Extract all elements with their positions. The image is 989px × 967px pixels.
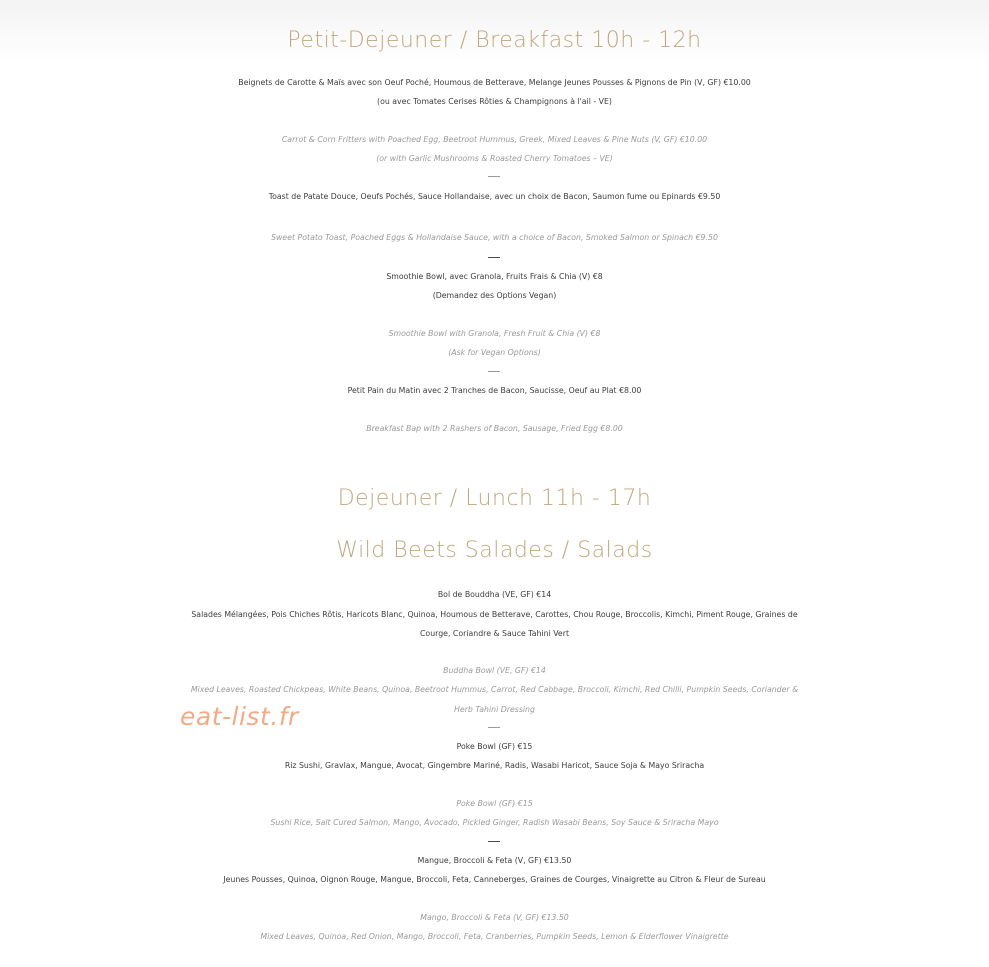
breakfast-item-3-en-line-1: Smoothie Bowl with Granola, Fresh Fruit & Chia (V) €8 bbox=[388, 329, 601, 338]
breakfast-item-3-fr-line-1: Smoothie Bowl, avec Granola, Fruits Frais & Chia (V) €8 bbox=[386, 272, 603, 281]
lunch-item-3-fr-line-1: Mangue, Broccoli & Feta (V, GF) €13.50 bbox=[417, 856, 572, 865]
separator bbox=[488, 727, 500, 728]
breakfast-item-1-en-line-1: Carrot & Corn Fritters with Poached Egg, Beetroot Hummus, Greek, Mixed Leaves & Pine Nuts (V, GF) €10.00 bbox=[281, 135, 708, 144]
separator bbox=[488, 257, 500, 258]
separator bbox=[488, 176, 500, 177]
breakfast-item-3-en-line-2: (Ask for Vegan Options) bbox=[448, 348, 541, 357]
salads-title: Wild Beets Salades / Salads bbox=[336, 538, 653, 563]
lunch-item-2-en-line-2: Sushi Rice, Salt Cured Salmon, Mango, Avocado, Pickled Ginger, Radish Wasabi Beans, Soy Sauce & Sriracha Mayo bbox=[270, 818, 719, 827]
breakfast-item-3-fr-line-2: (Demandez des Options Vegan) bbox=[432, 291, 557, 300]
lunch-item-2-en-line-1: Poke Bowl (GF) €15 bbox=[456, 799, 533, 808]
breakfast-title: Petit-Dejeuner / Breakfast 10h - 12h bbox=[287, 28, 702, 53]
lunch-item-1-en-line-1: Buddha Bowl (VE, GF) €14 bbox=[443, 666, 546, 675]
lunch-item-3-en-line-1: Mango, Broccoli & Feta (V, GF) €13.50 bbox=[420, 913, 569, 922]
lunch-item-2-fr-line-1: Poke Bowl (GF) €15 bbox=[456, 742, 533, 751]
breakfast-item-4-en-line-1: Breakfast Bap with 2 Rashers of Bacon, Sausage, Fried Egg €8.00 bbox=[366, 424, 623, 433]
lunch-title: Dejeuner / Lunch 11h - 17h bbox=[337, 486, 652, 511]
lunch-item-1-en-line-2: Mixed Leaves, Roasted Chickpeas, White Beans, Quinoa, Beetroot Hummus, Carrot, Red Cabbage, Broccoli, Kimchi, Red Chilli, Pumpkin Seeds, Coriander & bbox=[190, 685, 799, 694]
lunch-item-1-en-line-3: Herb Tahini Dressing bbox=[454, 705, 535, 714]
lunch-item-1-fr-line-1: Bol de Bouddha (VE, GF) €14 bbox=[437, 590, 552, 599]
breakfast-item-2-fr-line-1: Toast de Patate Douce, Oeufs Pochés, Sauce Hollandaise, avec un choix de Bacon, Saumon fume ou Epinards €9.50 bbox=[268, 192, 721, 201]
separator bbox=[488, 371, 500, 372]
breakfast-item-1-fr-line-1: Beignets de Carotte & Maïs avec son Oeuf Poché, Houmous de Betterave, Melange Jeunes Pousses & Pignons de Pin (V, GF) €10.00 bbox=[238, 78, 751, 87]
lunch-item-1-fr-line-2: Salades Mélangées, Pois Chiches Rôtis, Haricots Blanc, Quinoa, Houmous de Betterave, Carottes, Chou Rouge, Broccolis, Kimchi, Piment Rouge, Graines de bbox=[191, 610, 798, 619]
lunch-item-1-fr-line-3: Courge, Coriandre & Sauce Tahini Vert bbox=[419, 629, 569, 638]
lunch-item-3-fr-line-2: Jeunes Pousses, Quinoa, Oignon Rouge, Mangue, Broccoli, Feta, Canneberges, Graines de Courges, Vinaigrette au Citron & Fleur de Sureau bbox=[223, 875, 766, 884]
lunch-item-3-en-line-2: Mixed Leaves, Quinoa, Red Onion, Mango, Broccoli, Feta, Cranberries, Pumpkin Seeds, Lemon & Elderflower Vinaigrette bbox=[260, 932, 729, 941]
watermark: eat-list.fr bbox=[180, 702, 299, 731]
breakfast-item-1-fr-line-2: (ou avec Tomates Cerises Rôties & Champignons à l'ail - VE) bbox=[377, 97, 612, 106]
breakfast-item-2-en-line-1: Sweet Potato Toast, Poached Eggs & Hollandaise Sauce, with a choice of Bacon, Smoked Salmon or Spinach €9.50 bbox=[271, 233, 718, 242]
breakfast-item-4-fr-line-1: Petit Pain du Matin avec 2 Tranches de Bacon, Saucisse, Oeuf au Plat €8.00 bbox=[347, 386, 642, 395]
lunch-item-2-fr-line-2: Riz Sushi, Gravlax, Mangue, Avocat, Gingembre Mariné, Radis, Wasabi Haricot, Sauce Soja & Mayo Sriracha bbox=[284, 761, 705, 770]
separator bbox=[488, 841, 500, 842]
breakfast-item-1-en-line-2: (or with Garlic Mushrooms & Roasted Cherry Tomatoes – VE) bbox=[376, 154, 613, 163]
